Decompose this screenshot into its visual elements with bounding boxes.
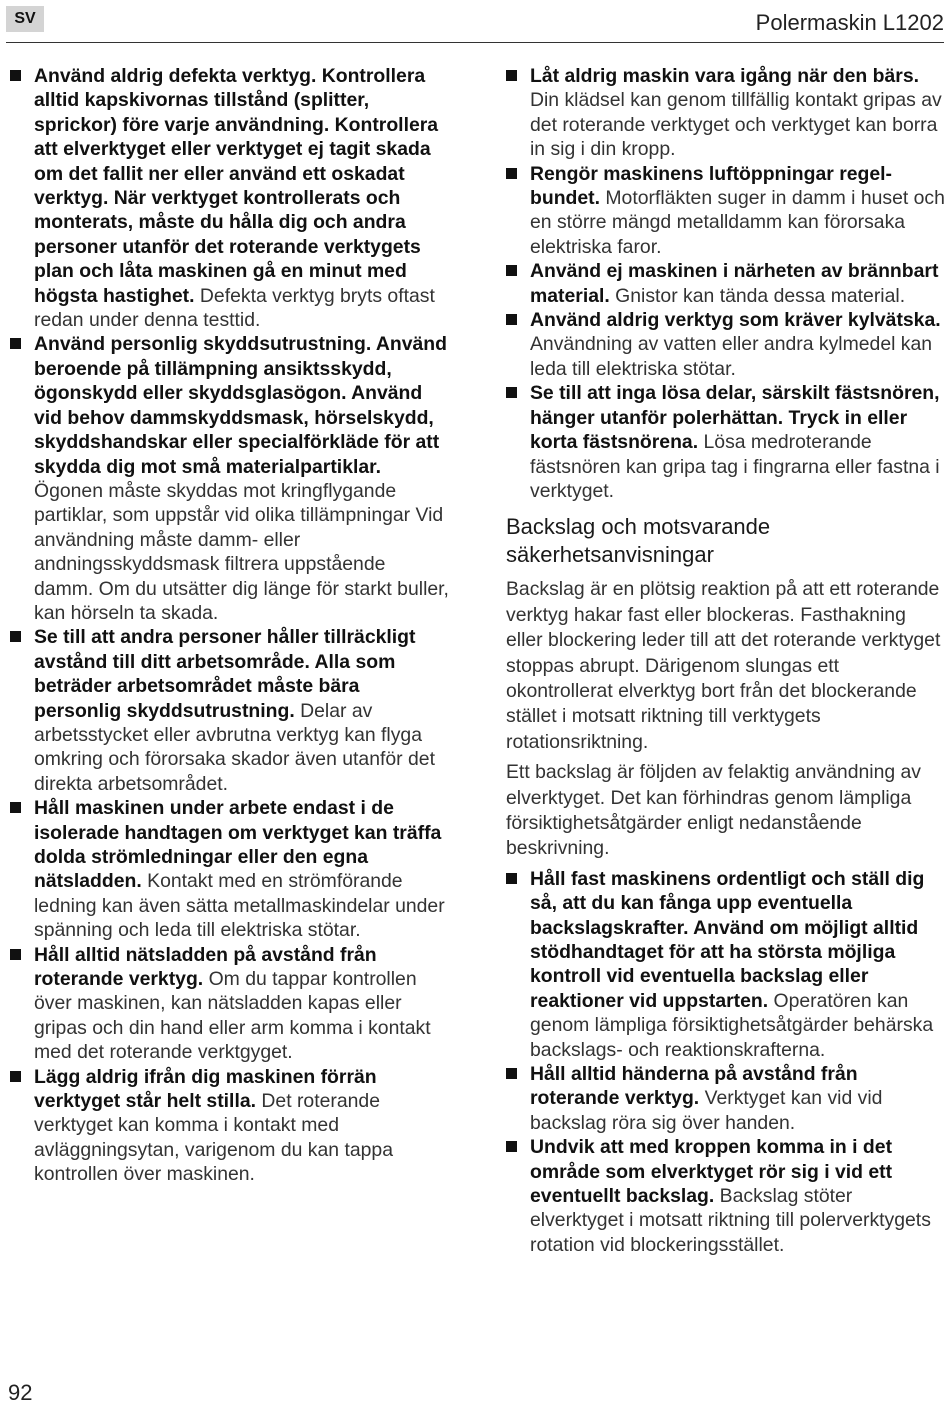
list-item: Se till att inga lösa delar, särskilt fästsnören, hänger utanför polerhättan. Tryck in eller korta fästsnörena. Lösa medroterande fästsnören kan gripa tag i fingrarna eller fastna i verktyget. [506,381,946,503]
header-divider [6,42,944,43]
bullet-square-icon [10,949,21,960]
left-column [10,64,450,1187]
section-paragraph: Backslag är en plötsig reaktion på att ett roterande verktyg hakar fast eller blockeras. Fasthakning eller blockering leder till att det roterande verktyget stoppas abrupt. Därigenom slungas ett okontrollerat elverktyg bort från det blockerande stället i motsatt riktning till verktygets rotationsriktning. [506,578,941,753]
bullet-square-icon [10,802,21,813]
bullet-square-icon [10,338,21,349]
page-number: 92 [8,1380,33,1405]
list-item: Låt aldrig maskin vara igång när den bärs. Din klädsel kan genom tillfällig kontakt gripas av det roterande verktyget och verktyget kan borra in sig i din kropp. [506,64,946,162]
bullet-square-icon [506,265,517,276]
section-paragraph: Ett backslag är följden av felaktig användning av elverktyget. Det kan förhindras genom lämpliga försiktighetsåtgärder enligt nedanstående beskrivning. [506,761,922,860]
bullet-square-icon [10,631,21,642]
list-item: Rengör maskinens luftöppningar regelbundet. Motorfläkten suger in damm i huset och en större mängd metalldamm kan förorsaka elektriska faror. [506,162,946,260]
bullet-square-icon [506,314,517,325]
list-item: Lägg aldrig ifrån dig maskinen förrän verktyget står helt stilla. Det roterande verktyget kan komma i kontakt med avläggningsytan, varigenom du kan tappa kontrollen över maskinen. [10,1065,450,1187]
bullet-square-icon [506,70,517,81]
list-item: Håll alltid nätsladden på avstånd från roterande verktyg. Om du tappar kontrollen över maskinen, kan nätsladden kapas eller gripas och din hand eller arm komma i kontakt med det roterande verktgyget. [10,943,450,1065]
bullet-square-icon [506,873,517,884]
bullet-square-icon [10,70,21,81]
list-item: Använd personlig skyddsutrustning. Använd beroende på tillämpning ansiktsskydd, ögonskydd eller skyddsglasögon. Använd vid behov dammskyddsmask, hörselskydd, skyddshandskar eller specialförkläde för att skydda dig mot små materialpartiklar. Ögonen måste skyddas mot kringflygande partiklar, som uppstår vid olika tillämpningar Vid användning måste damm- eller andningsskyddsmask filtrera uppstående damm. Om du utsätter dig länge för starkt buller, kan hörseln ta skada. [10,332,450,625]
list-item: Undvik att med kroppen komma in i det område som elverktyget rör sig i vid ett eventuellt backslag. Backslag stöter elverktyget i motsatt riktning till polerverktygets rotation vid blockeringsstället. [506,1135,946,1257]
bullet-square-icon [506,1068,517,1079]
list-item: Använd aldrig verktyg som kräver kylvätska. Användning av vatten eller andra kylmedel kan leda till elektriska stötar. [506,308,946,381]
list-item: Använd ej maskinen i närheten av brännbart material. Gnistor kan tända dessa material. [506,259,946,308]
right-column [506,64,946,1257]
right-safety-list-top [506,64,946,503]
list-item: Håll alltid händerna på avstånd från roterande verktyg. Verktyget kan vid vid backslag röra sig över handen. [506,1062,946,1135]
list-item: Se till att andra personer håller tillräckligt avstånd till ditt arbetsområde. Alla som beträder arbetsområdet måste bära personlig skyddsutrustning. Delar av arbetsstycket eller avbrutna verktyg kan flyga omkring och förorsaka skador även utanför det direkta arbetsområdet. [10,625,450,796]
section-heading: Backslag och motsvarande säkerhetsanvisningar [506,514,771,568]
bullet-square-icon [506,168,517,179]
list-item: Håll maskinen under arbete endast i de isolerade handtagen om verktyget kan träffa dolda strömledningar eller den egna nätsladden. Kontakt med en strömförande ledning kan även sätta metallmaskindelar under spänning och leda till elektriska stötar. [10,796,450,942]
bullet-square-icon [506,387,517,398]
language-tag: SV [6,6,44,32]
list-item: Använd aldrig defekta verktyg. Kontrollera alltid kapskivornas tillstånd (splitter, sprickor) före varje användning. Kontrollera att elverktyget eller verktyget ej tagit skada om det fallit ner eller använd ett oskadat verktyg. När verktyget kontrollerats och monterats, måste du hålla dig och andra personer utanför det roterande verktygets plan och låta maskinen gå en minut med högsta hastighet. Defekta verktyg bryts oftast redan under denna testtid. [10,64,450,332]
bullet-square-icon [10,1071,21,1082]
left-safety-list [10,64,450,1187]
right-safety-list-bottom [506,867,946,1258]
bullet-square-icon [506,1141,517,1152]
document-title: Polermaskin L1202 [755,10,944,35]
list-item: Håll fast maskinens ordentligt och ställ dig så, att du kan fånga upp eventuella backslagskrafter. Använd om möjligt alltid stödhandtaget för att ha största möjliga kontroll vid eventuella backslag eller reaktioner vid uppstarten. Operatören kan genom lämpliga försiktighetsåtgärder behärska backslags- och reaktionskrafterna. [506,867,946,1062]
